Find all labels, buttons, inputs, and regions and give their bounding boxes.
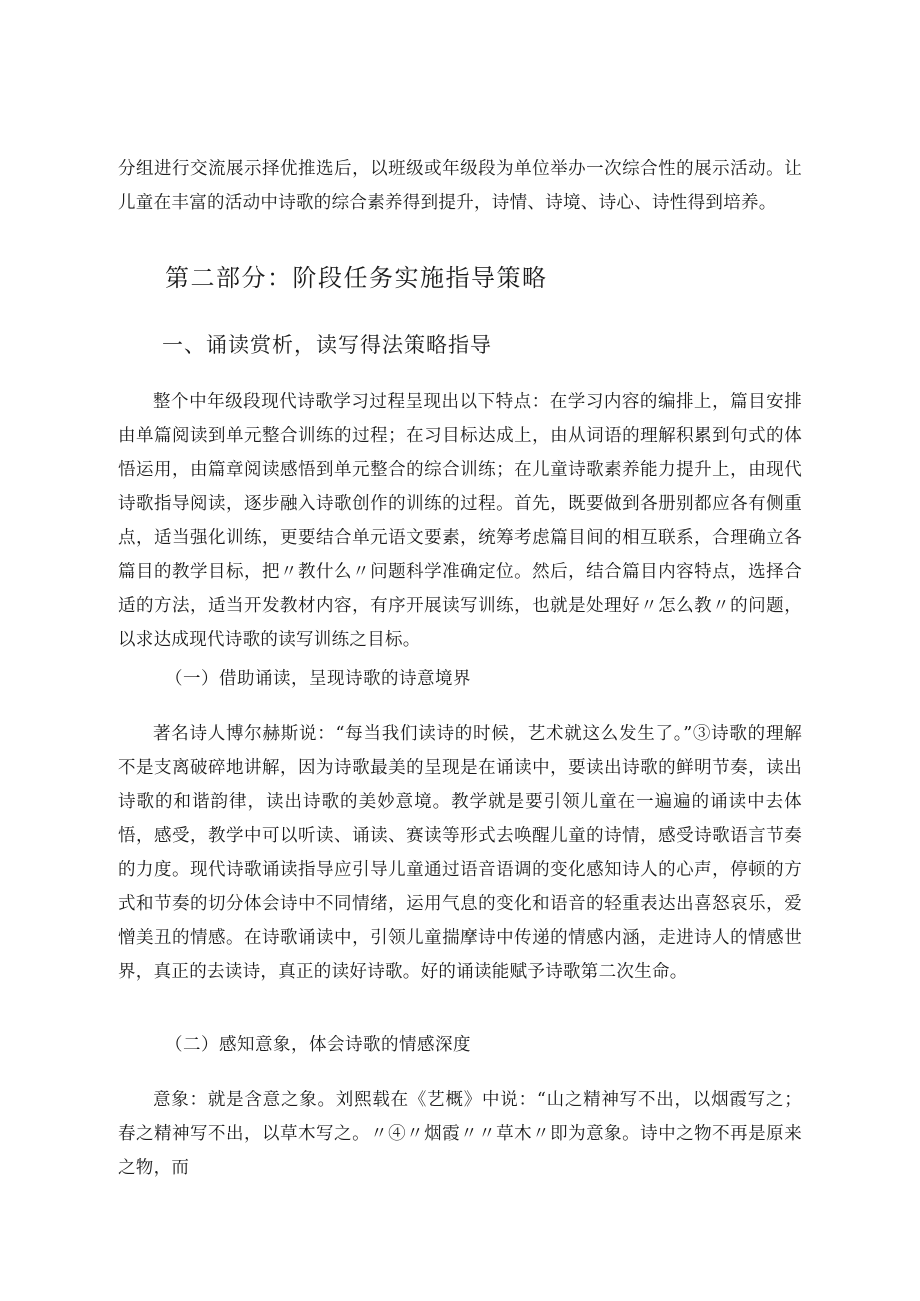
section-heading: 一、诵读赏析，读写得法策略指导 xyxy=(162,333,492,357)
paragraph-overview: 整个中年级段现代诗歌学习过程呈现出以下特点：在学习内容的编排上，篇目安排由单篇阅读到单元整合训练的过程；在习目标达成上，由从词语的理解积累到句式的体悟运用，由篇章阅读感悟到单元整合的综合训练；在儿童诗歌素养能力提升上，由现代诗歌指导阅读，逐步融入诗歌创作的训练的过程。首先，既要做到各册别都应各有侧重点，适当强化训练，更要结合单元语文要素，统筹考虑篇目间的相互联系，合理确立各篇目的教学目标，把〃教什么〃问题科学准确定位。然后，结合篇目内容特点，选择合适的方法，适当开发教材内容，有序开展读写训练，也就是处理好〃怎么教〃的问题，以求达成现代诗歌的读写训练之目标。 xyxy=(118,392,802,650)
paragraph-continuation: 分组进行交流展示择优推选后，以班级或年级段为单位举办一次综合性的展示活动。让儿童在丰富的活动中诗歌的综合素养得到提升，诗情、诗境、诗心、诗性得到培养。 xyxy=(118,159,802,213)
part-heading: 第二部分：阶段任务实施指导策略 xyxy=(165,264,548,292)
subsection-heading-1: （一）借助诵读，呈现诗歌的诗意境界 xyxy=(165,669,471,689)
paragraph-imagery: 意象：就是含意之象。刘熙载在《艺概》中说：“山之精神写不出，以烟霞写之；春之精神写不出，以草木写之。〃④〃烟霞〃〃草木〃即为意象。诗中之物不再是原来之物，而 xyxy=(118,1090,802,1178)
paragraph-recitation: 著名诗人博尔赫斯说：“每当我们读诗的时候，艺术就这么发生了。”③诗歌的理解不是支离破碎地讲解，因为诗歌最美的呈现是在诵读中，要读出诗歌的鲜明节奏，读出诗歌的和谐韵律，读出诗歌的美妙意境。教学就是要引领儿童在一遍遍的诵读中去体悟，感受，教学中可以听读、诵读、赛读等形式去唤醒儿童的诗情，感受诗歌语言节奏的力度。现代诗歌诵读指导应引导儿童通过语音语调的变化感知诗人的心声，停顿的方式和节奏的切分体会诗中不同情绪，运用气息的变化和语音的轻重表达出喜怒哀乐，爱憎美丑的情感。在诗歌诵读中，引领儿童揣摩诗中传递的情感内涵，走进诗人的情感世界，真正的去读诗，真正的读好诗歌。好的诵读能赋予诗歌第二次生命。 xyxy=(118,724,802,982)
subsection-heading-2: （二）感知意象，体会诗歌的情感深度 xyxy=(165,1035,471,1055)
